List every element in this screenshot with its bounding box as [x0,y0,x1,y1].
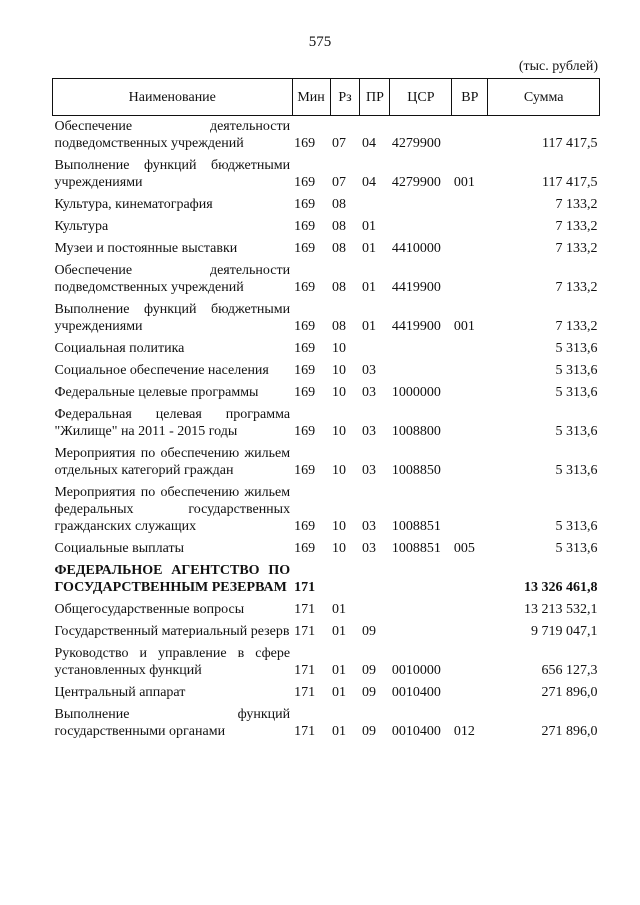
cell-sum: 271 896,0 [541,724,598,739]
cell-vr: 012 [453,724,475,739]
cell-pr [360,599,390,621]
cell-vr [452,238,488,260]
cell-sum: 7 133,2 [555,319,598,334]
cell-csr: 1008850 [391,463,441,478]
cell-vr [452,116,488,156]
cell-csr: 4279900 [391,136,441,151]
cell-rz: 01 [332,663,347,678]
header-row [53,79,600,116]
table-row [53,643,600,682]
cell-min: 169 [294,219,316,234]
cell-sum: 5 313,6 [555,541,598,556]
cell-vr [452,338,488,360]
cell-csr [390,338,452,360]
cell-rz: 10 [332,424,347,439]
header-name: Наименование [53,79,293,116]
cell-vr: 001 [453,175,475,190]
cell-rz: 08 [332,319,347,334]
cell-csr: 0010400 [391,685,441,700]
cell-sum: 117 417,5 [542,136,598,151]
cell-min: 169 [294,319,316,334]
cell-csr: 4410000 [391,241,441,256]
cell-rz: 10 [332,341,347,356]
cell-sum: 7 133,2 [555,197,598,212]
cell-min: 171 [294,685,316,700]
cell-vr: 005 [453,541,475,556]
cell-rz: 01 [332,602,347,617]
table-row [53,704,600,743]
cell-name: Государственный материальный резерв [54,624,290,639]
cell-pr: 09 [361,724,376,739]
cell-csr: 1008800 [391,424,441,439]
cell-name: Мероприятия по обеспечению жильем отдельных категорий граждан [54,446,291,478]
cell-rz: 01 [332,624,347,639]
page-number: 575 [308,34,332,50]
table-row [53,382,600,404]
cell-sum: 5 313,6 [555,341,598,356]
table-row [53,443,600,482]
cell-rz: 10 [332,519,347,534]
cell-rz: 10 [332,463,347,478]
cell-pr: 03 [361,541,376,556]
header-csr: ЦСР [390,79,452,116]
cell-name: Выполнение функций бюджетными учреждениями [54,302,291,334]
table-row [53,116,600,156]
cell-rz: 08 [332,241,347,256]
cell-name: Социальные выплаты [54,541,185,556]
cell-rz: 10 [332,541,347,556]
cell-pr: 01 [361,219,376,234]
header-pr: ПР [360,79,390,116]
cell-min: 169 [294,385,316,400]
table-row [53,404,600,443]
cell-csr: 1008851 [391,519,441,534]
cell-pr [360,194,390,216]
table-row [53,260,600,299]
cell-csr [390,560,452,599]
cell-min: 171 [294,580,316,595]
cell-pr: 04 [361,175,376,190]
table-row [53,238,600,260]
cell-vr: 001 [453,319,475,334]
cell-csr: 0010400 [391,724,441,739]
cell-min: 169 [294,197,316,212]
cell-vr [452,443,488,482]
cell-sum: 656 127,3 [541,663,598,678]
cell-pr [360,338,390,360]
cell-rz: 08 [332,280,347,295]
cell-vr [452,482,488,538]
cell-min: 171 [294,602,316,617]
cell-csr: 1000000 [391,385,441,400]
cell-min: 169 [294,424,316,439]
table-row [53,216,600,238]
table-row [53,538,600,560]
cell-name: Выполнение функций бюджетными учреждениями [54,158,291,190]
cell-pr [360,560,390,599]
cell-csr [390,194,452,216]
cell-rz: 01 [332,724,347,739]
cell-min: 171 [294,663,316,678]
cell-sum: 5 313,6 [555,385,598,400]
cell-vr [452,194,488,216]
cell-rz: 10 [332,385,347,400]
cell-rz: 08 [332,197,347,212]
cell-vr [452,260,488,299]
cell-name: Социальная политика [54,341,185,356]
cell-vr [452,682,488,704]
cell-min: 169 [294,175,316,190]
cell-vr [452,216,488,238]
cell-sum: 13 326 461,8 [524,580,598,595]
cell-pr: 04 [361,136,376,151]
cell-name: Обеспечение деятельности подведомственных учреждений [54,263,291,295]
cell-pr: 09 [361,624,376,639]
cell-sum: 9 719 047,1 [531,624,598,639]
table-row [53,621,600,643]
cell-csr: 4279900 [391,175,441,190]
cell-min: 169 [294,463,316,478]
header-min: Мин [292,79,330,116]
table-row [53,194,600,216]
cell-pr: 09 [361,685,376,700]
cell-sum: 7 133,2 [555,219,598,234]
cell-min: 169 [294,541,316,556]
cell-rz [330,560,360,599]
cell-csr [390,599,452,621]
cell-pr: 03 [361,363,376,378]
cell-rz: 07 [332,136,347,151]
cell-pr: 09 [361,663,376,678]
budget-table [52,78,600,743]
cell-min: 169 [294,363,316,378]
table-row [53,599,600,621]
cell-vr [452,621,488,643]
cell-min: 169 [294,280,316,295]
cell-csr [390,216,452,238]
table-row [53,299,600,338]
cell-name: Обеспечение деятельности подведомственных учреждений [54,119,291,151]
table-row [53,155,600,194]
cell-vr [452,382,488,404]
cell-name: Руководство и управление в сфере установленных функций [54,646,291,678]
cell-name: Социальное обеспечение населения [54,363,269,378]
cell-min: 169 [294,519,316,534]
cell-sum: 5 313,6 [555,424,598,439]
cell-csr [390,360,452,382]
cell-vr [452,404,488,443]
cell-sum: 7 133,2 [555,241,598,256]
cell-name: Федеральная целевая программа "Жилище" на 2011 - 2015 годы [54,407,291,439]
table-row [53,360,600,382]
cell-sum: 13 213 532,1 [524,602,598,617]
cell-name: Выполнение функций государственными органами [54,707,291,739]
cell-name: Центральный аппарат [54,685,186,700]
cell-pr: 01 [361,280,376,295]
cell-csr [390,621,452,643]
cell-sum: 5 313,6 [555,519,598,534]
cell-rz: 07 [332,175,347,190]
cell-min: 171 [294,624,316,639]
cell-name: ФЕДЕРАЛЬНОЕ АГЕНТСТВО ПО ГОСУДАРСТВЕННЫМ РЕЗЕРВАМ [54,563,291,595]
header-vr: ВР [452,79,488,116]
cell-rz: 08 [332,219,347,234]
cell-pr: 01 [361,319,376,334]
cell-vr [452,360,488,382]
cell-csr: 4419900 [391,280,441,295]
cell-csr: 4419900 [391,319,441,334]
table-body [53,116,600,744]
cell-sum: 7 133,2 [555,280,598,295]
units-label: (тыс. рублей) [518,59,598,74]
header-sum: Сумма [488,79,600,116]
cell-csr: 1008851 [391,541,441,556]
cell-vr [452,560,488,599]
table-row [53,682,600,704]
cell-min: 169 [294,136,316,151]
table-row [53,482,600,538]
header-rz: Рз [330,79,360,116]
table-row [53,338,600,360]
cell-name: Общегосударственные вопросы [54,602,245,617]
cell-rz: 01 [332,685,347,700]
cell-pr: 03 [361,519,376,534]
cell-name: Культура [54,219,109,234]
table-row [53,560,600,599]
cell-csr: 0010000 [391,663,441,678]
cell-name: Культура, кинематография [54,197,213,212]
cell-min: 169 [294,341,316,356]
cell-min: 171 [294,724,316,739]
cell-min: 169 [294,241,316,256]
table-header [53,79,600,116]
cell-name: Музеи и постоянные выставки [54,241,238,256]
cell-name: Мероприятия по обеспечению жильем федеральных государственных гражданских служащих [54,485,291,534]
cell-pr: 01 [361,241,376,256]
cell-vr [452,599,488,621]
cell-pr: 03 [361,385,376,400]
cell-rz: 10 [332,363,347,378]
cell-pr: 03 [361,424,376,439]
cell-sum: 5 313,6 [555,463,598,478]
cell-pr: 03 [361,463,376,478]
cell-sum: 271 896,0 [541,685,598,700]
cell-name: Федеральные целевые программы [54,385,259,400]
cell-sum: 117 417,5 [542,175,598,190]
cell-sum: 5 313,6 [555,363,598,378]
cell-vr [452,643,488,682]
